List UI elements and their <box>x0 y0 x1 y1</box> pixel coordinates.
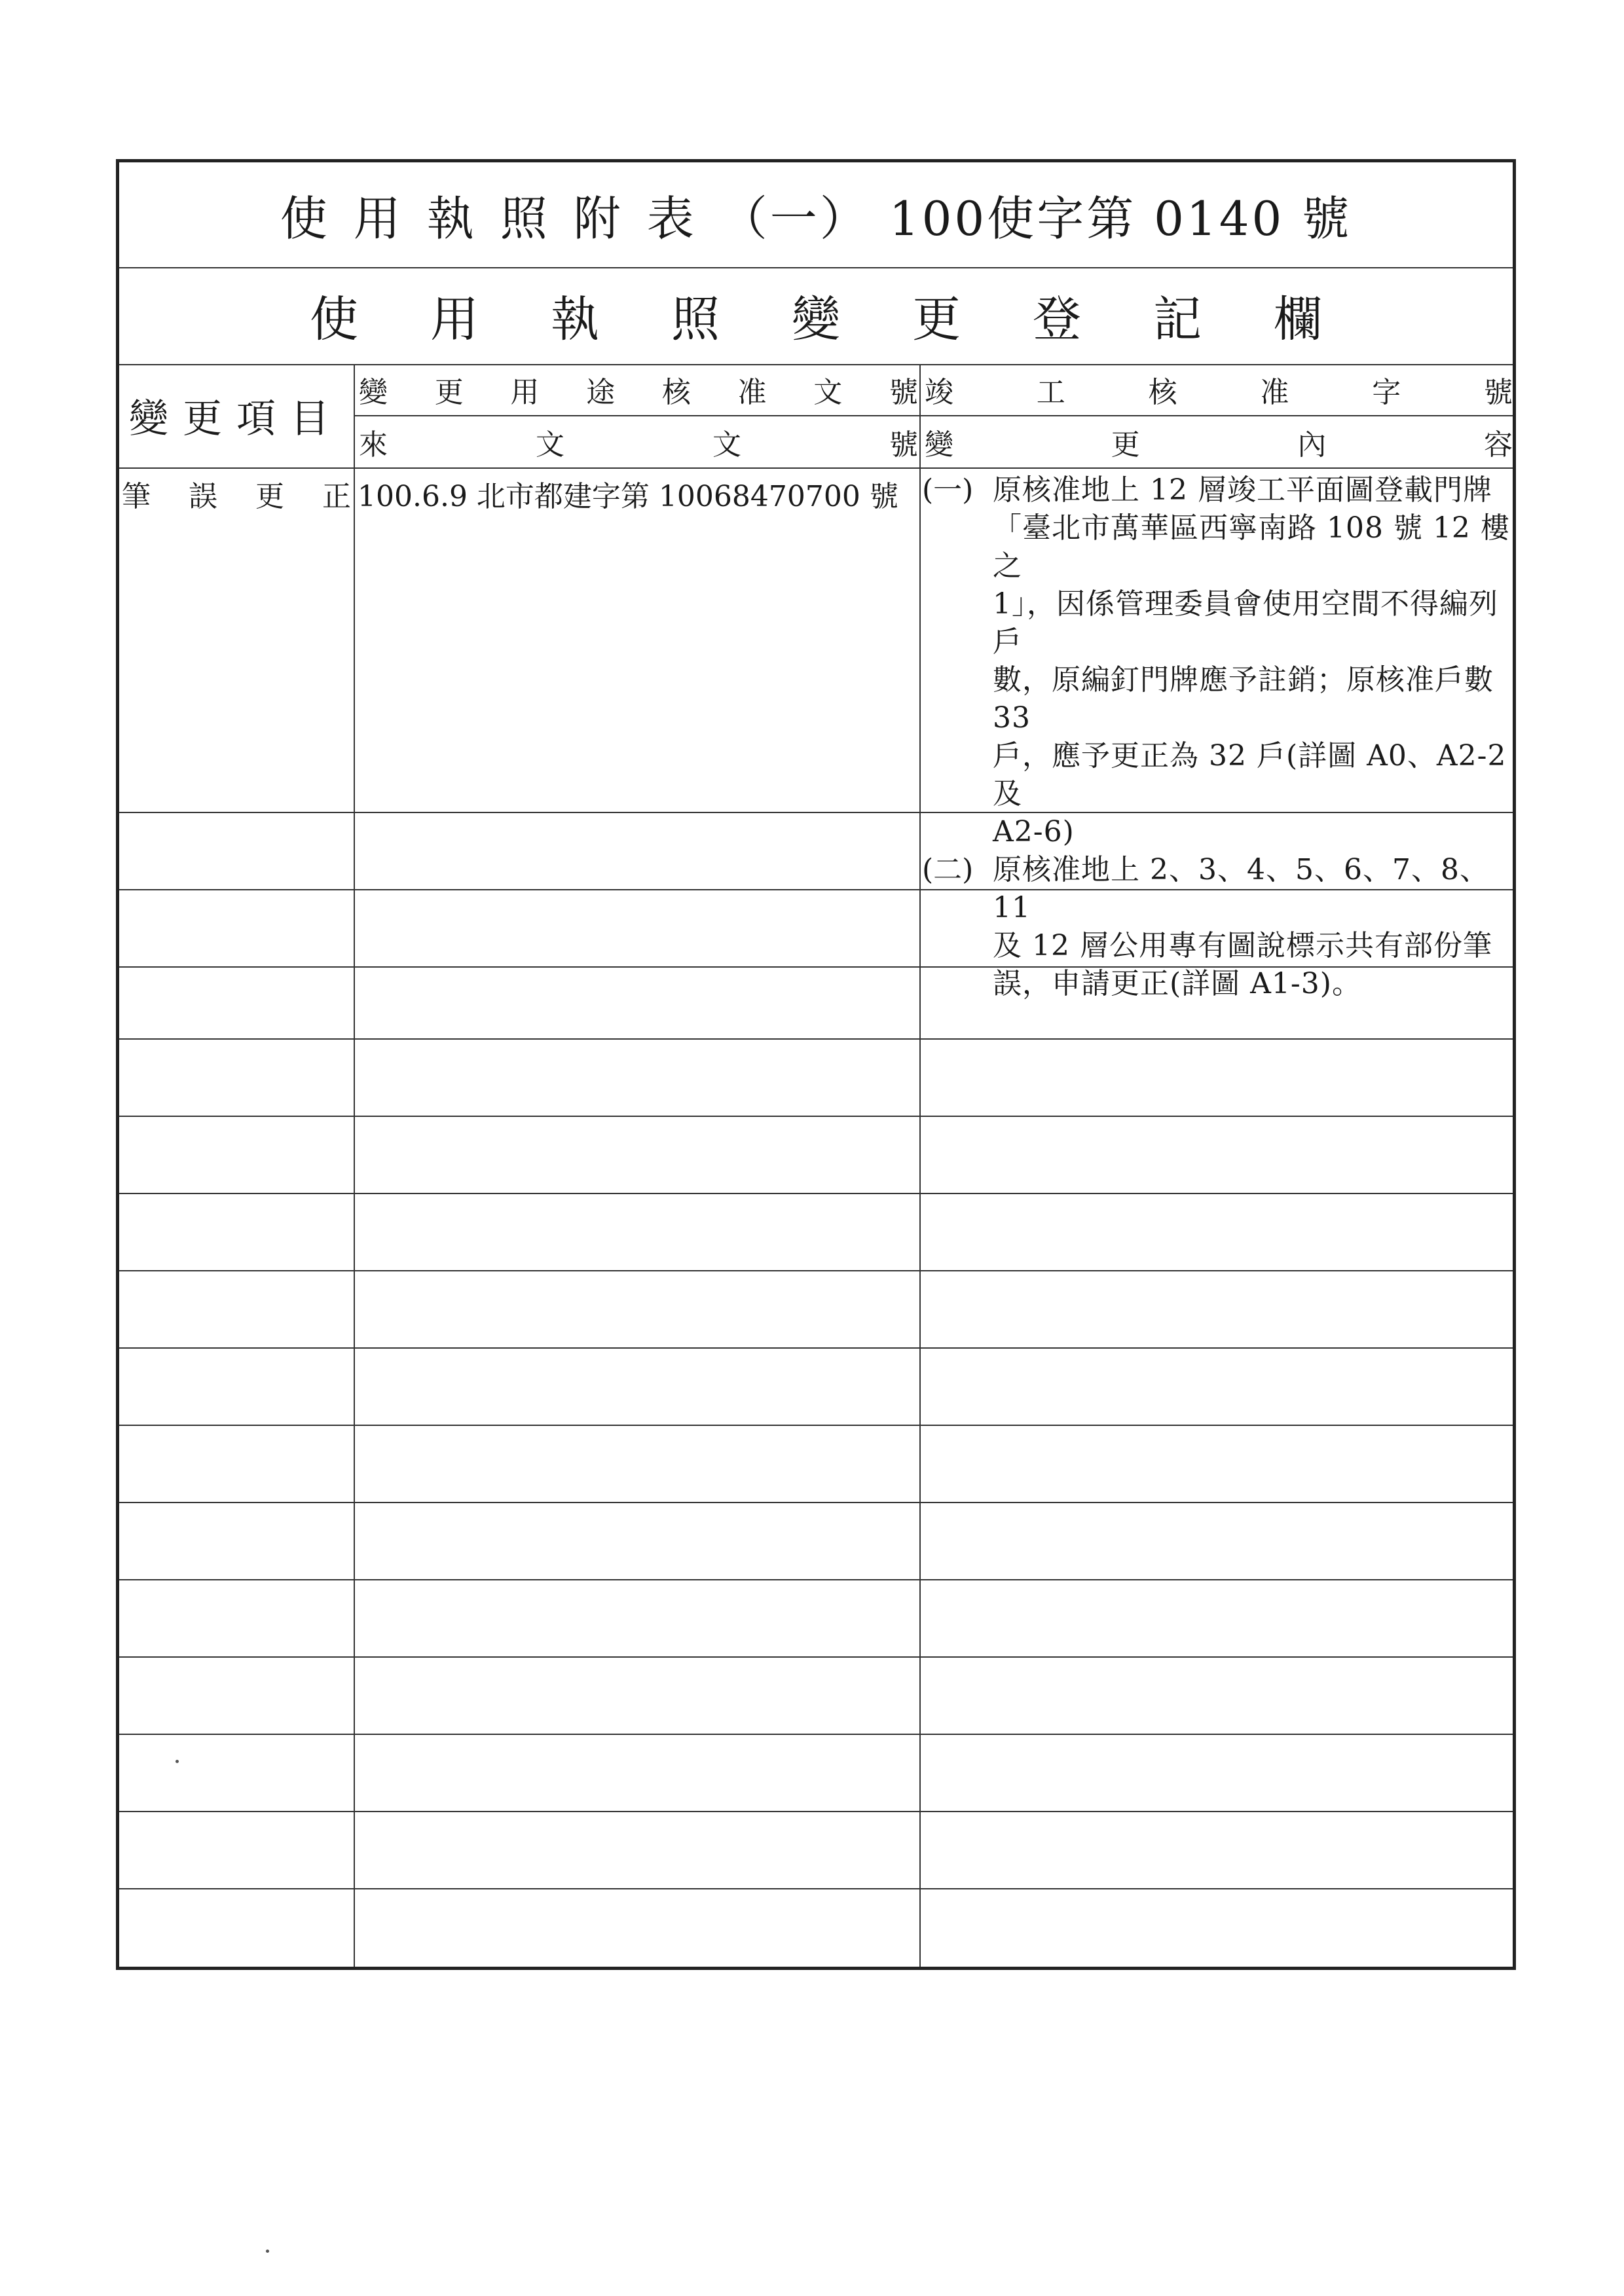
row-divider <box>119 812 1513 813</box>
content-line: 戶，應予更正為 32 戶(詳圖 A0、A2-2 及 <box>993 739 1507 811</box>
header-completion-approval-no <box>922 364 1515 415</box>
annex-section: （一） <box>720 191 870 246</box>
scan-speck <box>266 2250 269 2253</box>
register-title: 使用執照變更登記欄 <box>310 291 1394 348</box>
header-char: 來 <box>359 428 388 462</box>
row-divider <box>119 1811 1513 1812</box>
header-char: 文 <box>712 428 741 462</box>
header-char: 變 <box>359 376 388 409</box>
row-divider <box>119 1579 1513 1580</box>
header-change-item: 變更項目 <box>129 396 344 442</box>
change-item-correction <box>119 473 354 515</box>
change-item-char: 更 <box>255 480 284 513</box>
row-divider <box>119 1734 1513 1735</box>
header-char: 容 <box>1483 428 1513 462</box>
row-divider <box>119 1038 1513 1040</box>
content-line: 及 12 層公用專有圖說標示共有部份筆 <box>993 929 1492 962</box>
row-divider <box>119 1425 1513 1426</box>
content-line: 誤，申請更正(詳圖 A1-3)。 <box>993 967 1361 1000</box>
row-divider <box>119 1656 1513 1658</box>
permit-annex-table <box>116 159 1516 1970</box>
content-item <box>922 851 1515 1003</box>
header-char: 號 <box>889 428 918 462</box>
header-char: 核 <box>1148 376 1177 409</box>
header-char: 核 <box>661 376 691 409</box>
content-line: 「臺北市萬華區西寧南路 108 號 12 樓之 <box>993 511 1510 583</box>
content-line: 原核准地上 12 層竣工平面圖登載門牌 <box>993 473 1492 507</box>
header-char: 文 <box>813 376 843 409</box>
header-char: 更 <box>1111 428 1140 462</box>
header-char: 准 <box>1260 376 1289 409</box>
row-divider <box>119 1347 1513 1349</box>
row-divider <box>119 1116 1513 1117</box>
row-divider <box>119 966 1513 968</box>
header-char: 號 <box>1483 376 1513 409</box>
content-line: 1」，因係管理委員會使用空間不得編列戶 <box>993 587 1498 659</box>
content-item-text <box>993 471 1515 851</box>
divider <box>119 467 1513 469</box>
row-doc-number: 100.6.9 北市都建字第 10068470700 號 <box>358 480 898 513</box>
header-change-content <box>922 416 1515 467</box>
header-char: 變 <box>925 428 953 462</box>
column-divider <box>354 364 355 1967</box>
header-char: 字 <box>1372 376 1401 409</box>
content-line: 數，原編釘門牌應予註銷；原核准戶數 33 <box>993 663 1494 735</box>
row-divider <box>119 1193 1513 1194</box>
content-line: 原核准地上 2、3、4、5、6、7、8、11 <box>993 853 1489 924</box>
header-char: 內 <box>1297 428 1327 462</box>
header-incoming-doc-no <box>356 416 921 467</box>
header-char: 號 <box>889 376 918 409</box>
permit-number: 100使字第 0140 號 <box>889 191 1352 246</box>
header-char: 工 <box>1036 376 1065 409</box>
row-divider <box>119 1502 1513 1503</box>
content-line: A2-6) <box>993 815 1075 848</box>
row-change-content <box>922 471 1515 1003</box>
content-item-number: (二) <box>922 853 974 886</box>
annex-title <box>119 162 1513 267</box>
content-item <box>922 471 1515 851</box>
row-divider <box>119 1270 1513 1271</box>
annex-title-label: 使用執照附表 <box>280 191 720 246</box>
column-divider <box>919 364 921 1967</box>
header-char: 文 <box>536 428 564 462</box>
header-char: 用 <box>510 376 540 409</box>
content-item-number: (一) <box>922 473 974 507</box>
change-item-char: 正 <box>322 480 351 513</box>
scan-speck <box>175 1760 179 1763</box>
change-item-char: 誤 <box>189 480 217 513</box>
header-char: 竣 <box>925 376 953 409</box>
header-approval-doc-no <box>356 364 921 415</box>
change-item-char: 筆 <box>122 480 151 513</box>
row-divider <box>119 1888 1513 1889</box>
row-divider <box>119 889 1513 890</box>
header-char: 途 <box>586 376 616 409</box>
header-char: 更 <box>434 376 464 409</box>
content-item-text <box>993 851 1515 1003</box>
header-char: 准 <box>737 376 767 409</box>
